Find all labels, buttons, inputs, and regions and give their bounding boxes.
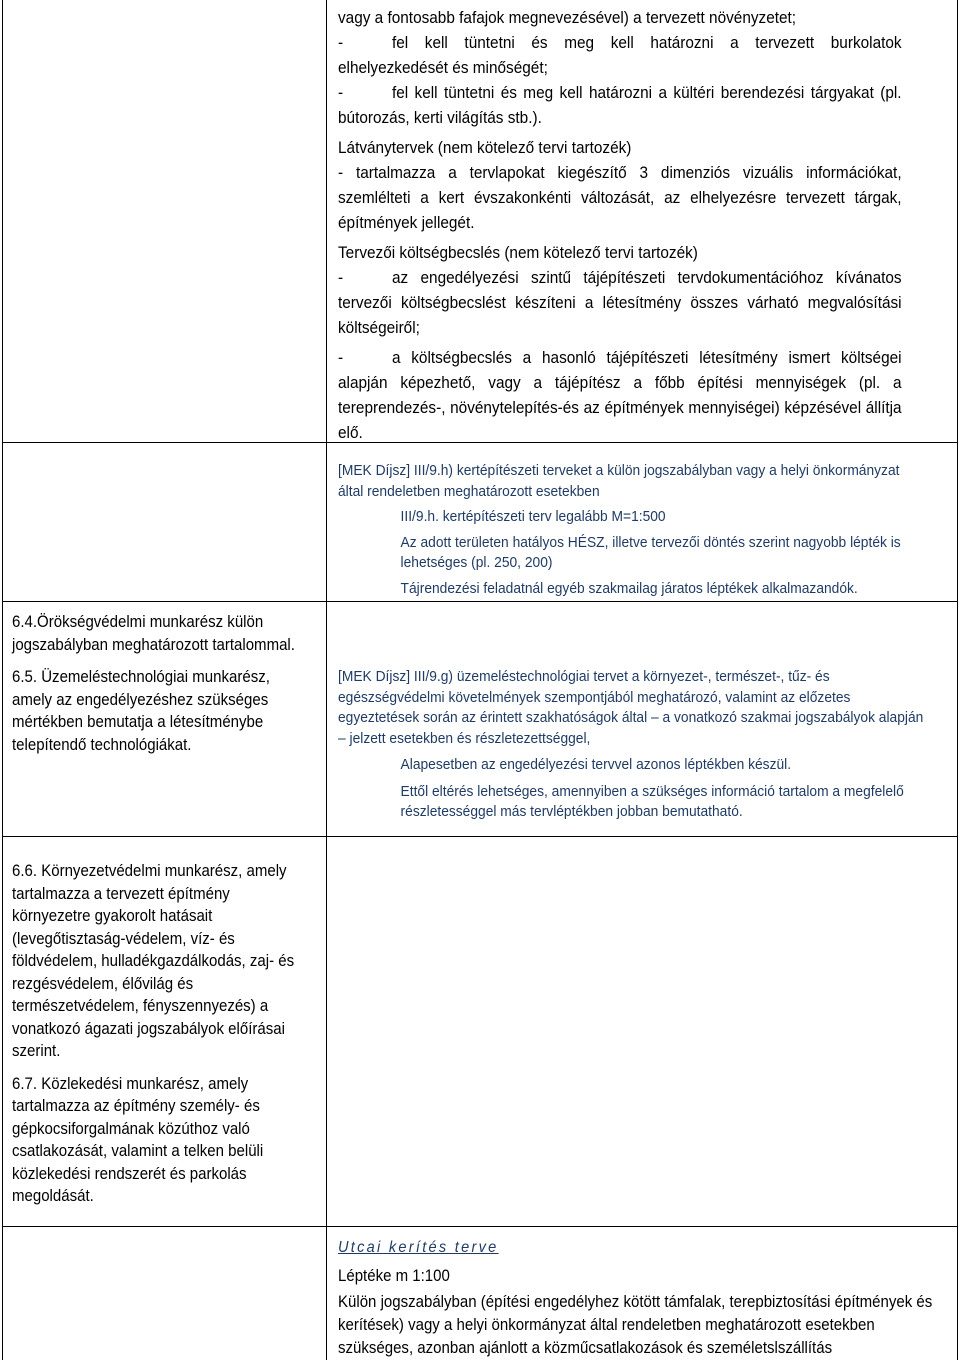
- mek-h-intro: [MEK Díjsz] III/9.h) kertépítészeti terveket a külön jogszabályban vagy a helyi önkormányzat által rendeletben meghatározott esetekben: [338, 462, 900, 500]
- vegetation-line: vagy a fontosabb fafajok megnevezésével) a tervezett növényzetet;: [338, 9, 797, 27]
- section-6-6-6-7: [12, 860, 312, 1208]
- visualization-item: - tartalmazza a tervlapokat kiegészítő 3 dimenziós vizuális információkat, szemlélteti a kert évszakonkénti változását, az elhelyezésre tervezett tárgak, építmények jellegét.: [338, 164, 902, 232]
- table-row-divider: [2, 836, 958, 837]
- mek-g-note: [338, 667, 927, 823]
- fence-plan-text: Külön jogszabályban (építési engedélyhez kötött támfalak, terepbiztosítási építmények és kerítések) vagy a helyi önkormányzat által rendeletben meghatározott esetekben szükséges, azonban ajánlott a közműcsatlakozások és személetslszállítás: [338, 1293, 933, 1357]
- mek-g-intro: [MEK Díjsz] III/9.g) üzemeléstechnológiai tervet a környezet-, természet-, tűz- és egészségvédelmi követelmények szempontjából meghatározó, valamint az előzetes egyeztetések során az érintett szakhatóságok által – a vonatkozó szakmai jogszabályok alapján – jelzett esetekben és részletezettséggel,: [338, 668, 924, 747]
- mek-g-deviation: Ettől eltérés lehetséges, amennyiben a szükséges információ tartalom a megfelelő részletességgel más tervléptékben jobban bemutatható.: [400, 782, 904, 820]
- section-6-4: 6.4.Örökségvédelmi munkarész külön jogszabályban meghatározott tartalommal.: [12, 613, 295, 654]
- table-row-divider: [2, 1226, 958, 1227]
- fence-plan-scale: Léptéke m 1:100: [338, 1267, 450, 1285]
- section-6-7: 6.7. Közlekedési munkarész, amely tartalmazza az építmény személy- és gépkocsiforgalmának közúthoz való csatlakozását, valamint a telken belüli közlekedési rendszerét és parkolás megoldását.: [12, 1074, 264, 1205]
- visualization-heading: Látványtervek (nem kötelező tervi tartozék): [338, 139, 632, 157]
- section-6-4-6-5: [12, 611, 312, 756]
- mek-g-default-scale: Alapesetben az engedélyezési tervvel azonos léptékben készül.: [400, 756, 792, 773]
- section-6-6: 6.6. Környezetvédelmi munkarész, amely tartalmazza a tervezett építmény környezetre gyakorolt hatásait (levegőtisztaság-védelem, víz- és földvédelem, hulladékgazdálkodás, zaj- és rezgésvédelem, élővilág és természetvédelem, fényszennyezés) a vonatkozó ágazati jogszabályok előírásai szerint.: [12, 862, 295, 1060]
- cost-estimate-heading: Tervezői költségbecslés (nem kötelező tervi tartozék): [338, 244, 698, 262]
- cost-estimate-item: - az engedélyezési szintű tájépítészeti tervdokumentációhoz kívánatos tervezői költségbecslést készíteni a létesítmény összes várható megvalósítási költségeiről;: [338, 269, 902, 337]
- landscape-plan-requirements: [338, 6, 902, 446]
- mek-h-scale: III/9.h. kertépítészeti terv legalább M=1:500: [400, 508, 666, 525]
- paving-item: - fel kell tüntetni és meg kell határozni a tervezett burkolatok elhelyezkedését és minőségét;: [338, 34, 902, 77]
- street-fence-plan: [338, 1236, 939, 1360]
- fence-plan-title: Utcai kerítés terve: [338, 1239, 499, 1256]
- mek-h-larger-scale: Az adott területen hatályos HÉSZ, illetve tervezői döntés szerint nagyobb lépték is lehetséges (pl. 250, 200): [400, 533, 901, 571]
- mek-h-other-scales: Tájrendezési feladatnál egyéb szakmailag járatos léptékek alkalmazandók.: [400, 579, 858, 597]
- section-6-5: 6.5. Üzemeléstechnológiai munkarész, amely az engedélyezéshez szükséges mértékben bemutatja a létesítménybe telepítendő technológiákat.: [12, 668, 270, 754]
- table-border-left: [2, 0, 3, 1360]
- mek-h-note: [338, 461, 927, 599]
- furniture-item: - fel kell tüntetni és meg kell határozni a kültéri berendezési tárgyakat (pl. bútorozás, kerti világítás stb.).: [338, 84, 902, 127]
- cost-estimate-item: - a költségbecslés a hasonló tájépítészeti létesítmény ismert költségei alapján képezhető, vagy a tájépítész a főbb építési mennyiségek (pl. a tereprendezés-, növénytelepítés-és az építmények mennyiségei) képzésével állítja elő.: [338, 349, 902, 442]
- table-row-divider: [2, 601, 958, 602]
- table-border-right: [957, 0, 958, 1360]
- table-column-divider: [326, 0, 327, 1360]
